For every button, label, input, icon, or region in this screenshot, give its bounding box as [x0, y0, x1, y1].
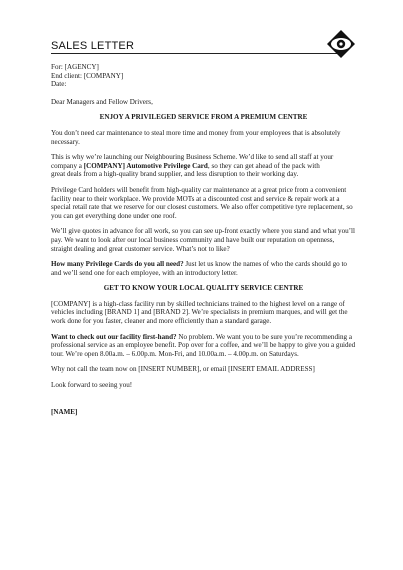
greeting: Dear Managers and Fellow Drivers,: [51, 97, 153, 106]
eye-logo-icon: [326, 29, 356, 59]
letter-body: [51, 63, 356, 416]
date-line: Date:: [51, 80, 67, 89]
scheme-text-pre: This is why we’re launching our Neighbouring Business Scheme. We’d like to send all staff at your company a: [51, 153, 334, 170]
privilege-card-name: [COMPANY] Automotive Privilege Card: [83, 161, 208, 170]
letter-header: [51, 38, 361, 52]
how-many-question: How many Privilege Cards do you all need?: [51, 260, 184, 269]
for-line: For: [AGENCY]: [51, 63, 99, 71]
page-title: SALES LETTER: [51, 40, 135, 52]
signature-name: [51, 408, 356, 417]
paragraph-intro: You don’t need car maintenance to steal more time and money from your employees that is absolutely necessary.: [51, 128, 341, 146]
how-many-text: Just let us know the names of who the cards should go to and we’ll send one for each employee, with an introductory letter.: [51, 260, 347, 277]
paragraph-check-out: [51, 333, 356, 359]
paragraph-benefits: Privilege Card holders will benefit from high-quality car maintenance at a great price from a convenient facility near to their workplace. We provide MOTs at a discounted cost and service & repair work at a special retail rate that we reserve for our closest customers. We also offer competitive tyre replacement, so you can get everything done under one roof.: [51, 185, 353, 220]
heading-privileged-service: ENJOY A PRIVILEGED SERVICE FROM A PREMIUM CENTRE: [99, 113, 308, 122]
header-divider: [51, 53, 343, 54]
scheme-text-line2: great deals from a high-quality brand supplier, and less disruption to their working day.: [51, 170, 299, 179]
heading-local-centre: GET TO KNOW YOUR LOCAL QUALITY SERVICE CENTRE: [103, 284, 304, 293]
scheme-text-post: , so they can get ahead of the pack with: [207, 161, 320, 170]
check-out-question: Want to check out our facility first-hand?: [51, 332, 177, 341]
paragraph-scheme: [51, 153, 356, 179]
paragraph-closing: Look forward to seeing you!: [51, 381, 133, 390]
check-out-text: No problem. We want you to be sure you’re recommending a professional service as an employee benefit. Pop over for a coffee, and we’ll be happy to give you a guided tour. We’re open 8.00a.m. – 6.00p.m. Mon-Fri, and 10.00a.m. – 4.00p.m. on Saturdays.: [51, 332, 356, 358]
paragraph-contact: Why not call the team now on [INSERT NUMBER], or email [INSERT EMAIL ADDRESS]: [51, 365, 315, 374]
signature-text: [NAME]: [51, 407, 78, 416]
paragraph-facility: [COMPANY] is a high-class facility run by skilled technicians trained to the highest level on a range of vehicles including [BRAND 1] and [BRAND 2]. We’re specialists in premium marques, and will get the work done for you faster, cleaner and more efficiently than a standard garage.: [51, 299, 348, 326]
end-client-line: End client: [COMPANY]: [51, 71, 124, 80]
paragraph-how-many: [51, 260, 356, 277]
paragraph-quotes: We’ll give quotes in advance for all work, so you can see up-front exactly where you stand and what you’ll pay. We want to look after our local business community and have built our reputation on openness, straight dealing and great customer service. What’s not to like?: [51, 227, 355, 253]
